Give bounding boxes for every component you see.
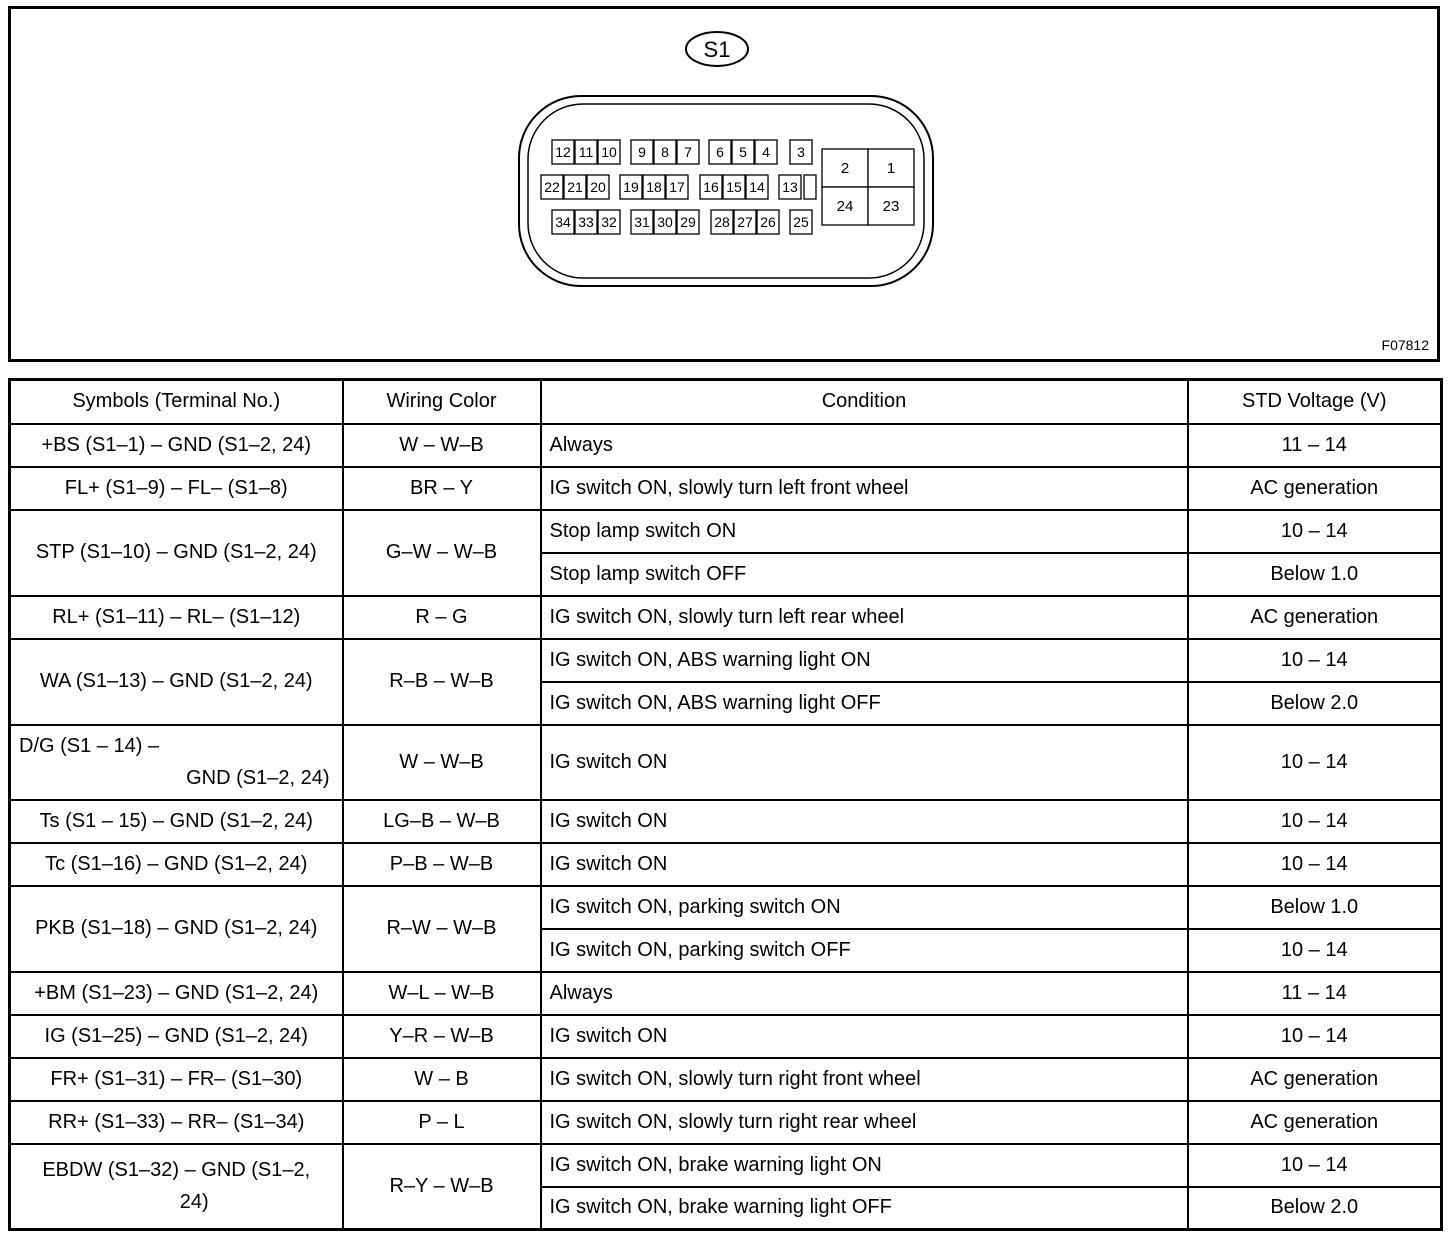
symbol-cell: Tc (S1–16) – GND (S1–2, 24) bbox=[10, 843, 343, 886]
wiring-color-cell: BR – Y bbox=[343, 467, 541, 510]
condition-cell: IG switch ON, brake warning light ON bbox=[541, 1144, 1188, 1187]
symbol-cell: WA (S1–13) – GND (S1–2, 24) bbox=[10, 639, 343, 725]
table-row bbox=[10, 1015, 1442, 1058]
connector-pins bbox=[541, 140, 914, 234]
wiring-color-cell: W – W–B bbox=[343, 725, 541, 800]
std-voltage-cell: 10 – 14 bbox=[1188, 929, 1442, 972]
table-row bbox=[10, 510, 1442, 553]
table-row bbox=[10, 1101, 1442, 1144]
std-voltage-cell: 10 – 14 bbox=[1188, 800, 1442, 843]
pin-22: 22 bbox=[544, 179, 560, 195]
condition-cell: IG switch ON, slowly turn left front wheel bbox=[541, 467, 1188, 510]
symbol-cell bbox=[10, 725, 343, 800]
wiring-color-cell: P – L bbox=[343, 1101, 541, 1144]
symbol-cell: IG (S1–25) – GND (S1–2, 24) bbox=[10, 1015, 343, 1058]
std-voltage-cell: Below 1.0 bbox=[1188, 886, 1442, 929]
pin-4: 4 bbox=[762, 144, 770, 160]
pin-32: 32 bbox=[601, 214, 617, 230]
wiring-color-cell: LG–B – W–B bbox=[343, 800, 541, 843]
table-row bbox=[10, 725, 1442, 800]
symbol-cell: STP (S1–10) – GND (S1–2, 24) bbox=[10, 510, 343, 596]
symbol-line-2: 24) bbox=[179, 1191, 209, 1214]
wiring-color-cell: W – W–B bbox=[343, 424, 541, 467]
connector-label: S1 bbox=[703, 37, 731, 62]
condition-cell: IG switch ON bbox=[541, 843, 1188, 886]
pin-5: 5 bbox=[739, 144, 747, 160]
std-voltage-cell: 10 – 14 bbox=[1188, 725, 1442, 800]
wiring-color-cell: W–L – W–B bbox=[343, 972, 541, 1015]
pin-18: 18 bbox=[646, 179, 662, 195]
pin-19: 19 bbox=[623, 179, 639, 195]
std-voltage-cell: 11 – 14 bbox=[1188, 972, 1442, 1015]
table-row bbox=[10, 1144, 1442, 1187]
symbol-cell: FL+ (S1–9) – FL– (S1–8) bbox=[10, 467, 343, 510]
table-row bbox=[10, 800, 1442, 843]
header-condition: Condition bbox=[541, 380, 1188, 424]
wiring-color-cell: W – B bbox=[343, 1058, 541, 1101]
pin-20: 20 bbox=[590, 179, 606, 195]
condition-cell: IG switch ON, slowly turn right rear wheel bbox=[541, 1101, 1188, 1144]
symbol-line-1: EBDW (S1–32) – GND (S1–2, bbox=[42, 1159, 311, 1182]
pin-21: 21 bbox=[567, 179, 583, 195]
pin-33: 33 bbox=[578, 214, 594, 230]
symbol-cell: Ts (S1 – 15) – GND (S1–2, 24) bbox=[10, 800, 343, 843]
std-voltage-cell: 11 – 14 bbox=[1188, 424, 1442, 467]
pin-14: 14 bbox=[749, 179, 765, 195]
wiring-color-cell: G–W – W–B bbox=[343, 510, 541, 596]
symbol-cell: RR+ (S1–33) – RR– (S1–34) bbox=[10, 1101, 343, 1144]
pin-10: 10 bbox=[601, 144, 617, 160]
table-body bbox=[10, 424, 1442, 1230]
condition-cell: IG switch ON, slowly turn right front wheel bbox=[541, 1058, 1188, 1101]
table-row bbox=[10, 843, 1442, 886]
std-voltage-cell: AC generation bbox=[1188, 596, 1442, 639]
condition-cell: IG switch ON bbox=[541, 1015, 1188, 1058]
condition-cell: IG switch ON, parking switch ON bbox=[541, 886, 1188, 929]
pin-31: 31 bbox=[634, 214, 650, 230]
pin-16: 16 bbox=[703, 179, 719, 195]
condition-cell: IG switch ON, slowly turn left rear wheel bbox=[541, 596, 1188, 639]
table-header-row bbox=[10, 380, 1442, 424]
condition-cell: Stop lamp switch OFF bbox=[541, 553, 1188, 596]
condition-cell: Always bbox=[541, 972, 1188, 1015]
wiring-color-cell: P–B – W–B bbox=[343, 843, 541, 886]
condition-cell: IG switch ON, ABS warning light ON bbox=[541, 639, 1188, 682]
pin-29: 29 bbox=[680, 214, 696, 230]
std-voltage-cell: 10 – 14 bbox=[1188, 639, 1442, 682]
pin-2: 2 bbox=[840, 160, 850, 177]
figure-id: F07812 bbox=[1381, 337, 1429, 353]
condition-cell: IG switch ON, parking switch OFF bbox=[541, 929, 1188, 972]
table-row bbox=[10, 424, 1442, 467]
condition-cell: Always bbox=[541, 424, 1188, 467]
connector-diagram bbox=[8, 6, 1440, 362]
std-voltage-cell: 10 – 14 bbox=[1188, 1015, 1442, 1058]
pin-9: 9 bbox=[638, 144, 646, 160]
pin-30: 30 bbox=[657, 214, 673, 230]
wiring-color-cell: R–W – W–B bbox=[343, 886, 541, 972]
header-wiring-color: Wiring Color bbox=[343, 380, 541, 424]
std-voltage-cell: 10 – 14 bbox=[1188, 510, 1442, 553]
condition-cell: IG switch ON bbox=[541, 725, 1188, 800]
pin-23: 23 bbox=[882, 198, 900, 215]
std-voltage-cell: Below 1.0 bbox=[1188, 553, 1442, 596]
table-row bbox=[10, 596, 1442, 639]
header-symbols: Symbols (Terminal No.) bbox=[10, 380, 343, 424]
table-row bbox=[10, 467, 1442, 510]
std-voltage-cell: 10 – 14 bbox=[1188, 843, 1442, 886]
header-std-voltage: STD Voltage (V) bbox=[1188, 380, 1442, 424]
pin-7: 7 bbox=[684, 144, 692, 160]
table-row bbox=[10, 886, 1442, 929]
pin-27: 27 bbox=[737, 214, 753, 230]
wiring-color-cell: R – G bbox=[343, 596, 541, 639]
symbol-cell: PKB (S1–18) – GND (S1–2, 24) bbox=[10, 886, 343, 972]
std-voltage-cell: Below 2.0 bbox=[1188, 1187, 1442, 1230]
std-voltage-cell: AC generation bbox=[1188, 467, 1442, 510]
pin-34: 34 bbox=[555, 214, 571, 230]
connector-drawing bbox=[11, 9, 1437, 359]
pin-17: 17 bbox=[669, 179, 685, 195]
pin-25: 25 bbox=[793, 214, 809, 230]
symbol-line-1: D/G (S1 – 14) – bbox=[19, 735, 160, 757]
symbol-cell: +BS (S1–1) – GND (S1–2, 24) bbox=[10, 424, 343, 467]
symbol-cell: RL+ (S1–11) – RL– (S1–12) bbox=[10, 596, 343, 639]
pin-28: 28 bbox=[714, 214, 730, 230]
pin-12: 12 bbox=[555, 144, 571, 160]
std-voltage-cell: 10 – 14 bbox=[1188, 1144, 1442, 1187]
wiring-color-cell: R–Y – W–B bbox=[343, 1144, 541, 1230]
table-row bbox=[10, 639, 1442, 682]
symbol-line-2: GND (S1–2, 24) bbox=[186, 767, 330, 789]
table-row bbox=[10, 972, 1442, 1015]
pin-6: 6 bbox=[716, 144, 724, 160]
condition-cell: IG switch ON, brake warning light OFF bbox=[541, 1187, 1188, 1230]
pin-blank-slot-box bbox=[804, 175, 816, 199]
wiring-color-cell: R–B – W–B bbox=[343, 639, 541, 725]
pin-3: 3 bbox=[797, 144, 805, 160]
table-row bbox=[10, 1058, 1442, 1101]
condition-cell: IG switch ON bbox=[541, 800, 1188, 843]
pin-11: 11 bbox=[578, 144, 594, 160]
wiring-color-cell: Y–R – W–B bbox=[343, 1015, 541, 1058]
condition-cell: Stop lamp switch ON bbox=[541, 510, 1188, 553]
symbol-cell bbox=[10, 1144, 343, 1230]
pin-26: 26 bbox=[760, 214, 776, 230]
pin-24: 24 bbox=[836, 198, 854, 215]
std-voltage-cell: AC generation bbox=[1188, 1058, 1442, 1101]
pin-15: 15 bbox=[726, 179, 742, 195]
symbol-cell: FR+ (S1–31) – FR– (S1–30) bbox=[10, 1058, 343, 1101]
pin-8: 8 bbox=[661, 144, 669, 160]
voltage-spec-table bbox=[8, 378, 1443, 1231]
pin-13: 13 bbox=[782, 179, 798, 195]
pin-1: 1 bbox=[886, 160, 896, 177]
std-voltage-cell: AC generation bbox=[1188, 1101, 1442, 1144]
symbol-cell: +BM (S1–23) – GND (S1–2, 24) bbox=[10, 972, 343, 1015]
condition-cell: IG switch ON, ABS warning light OFF bbox=[541, 682, 1188, 725]
std-voltage-cell: Below 2.0 bbox=[1188, 682, 1442, 725]
